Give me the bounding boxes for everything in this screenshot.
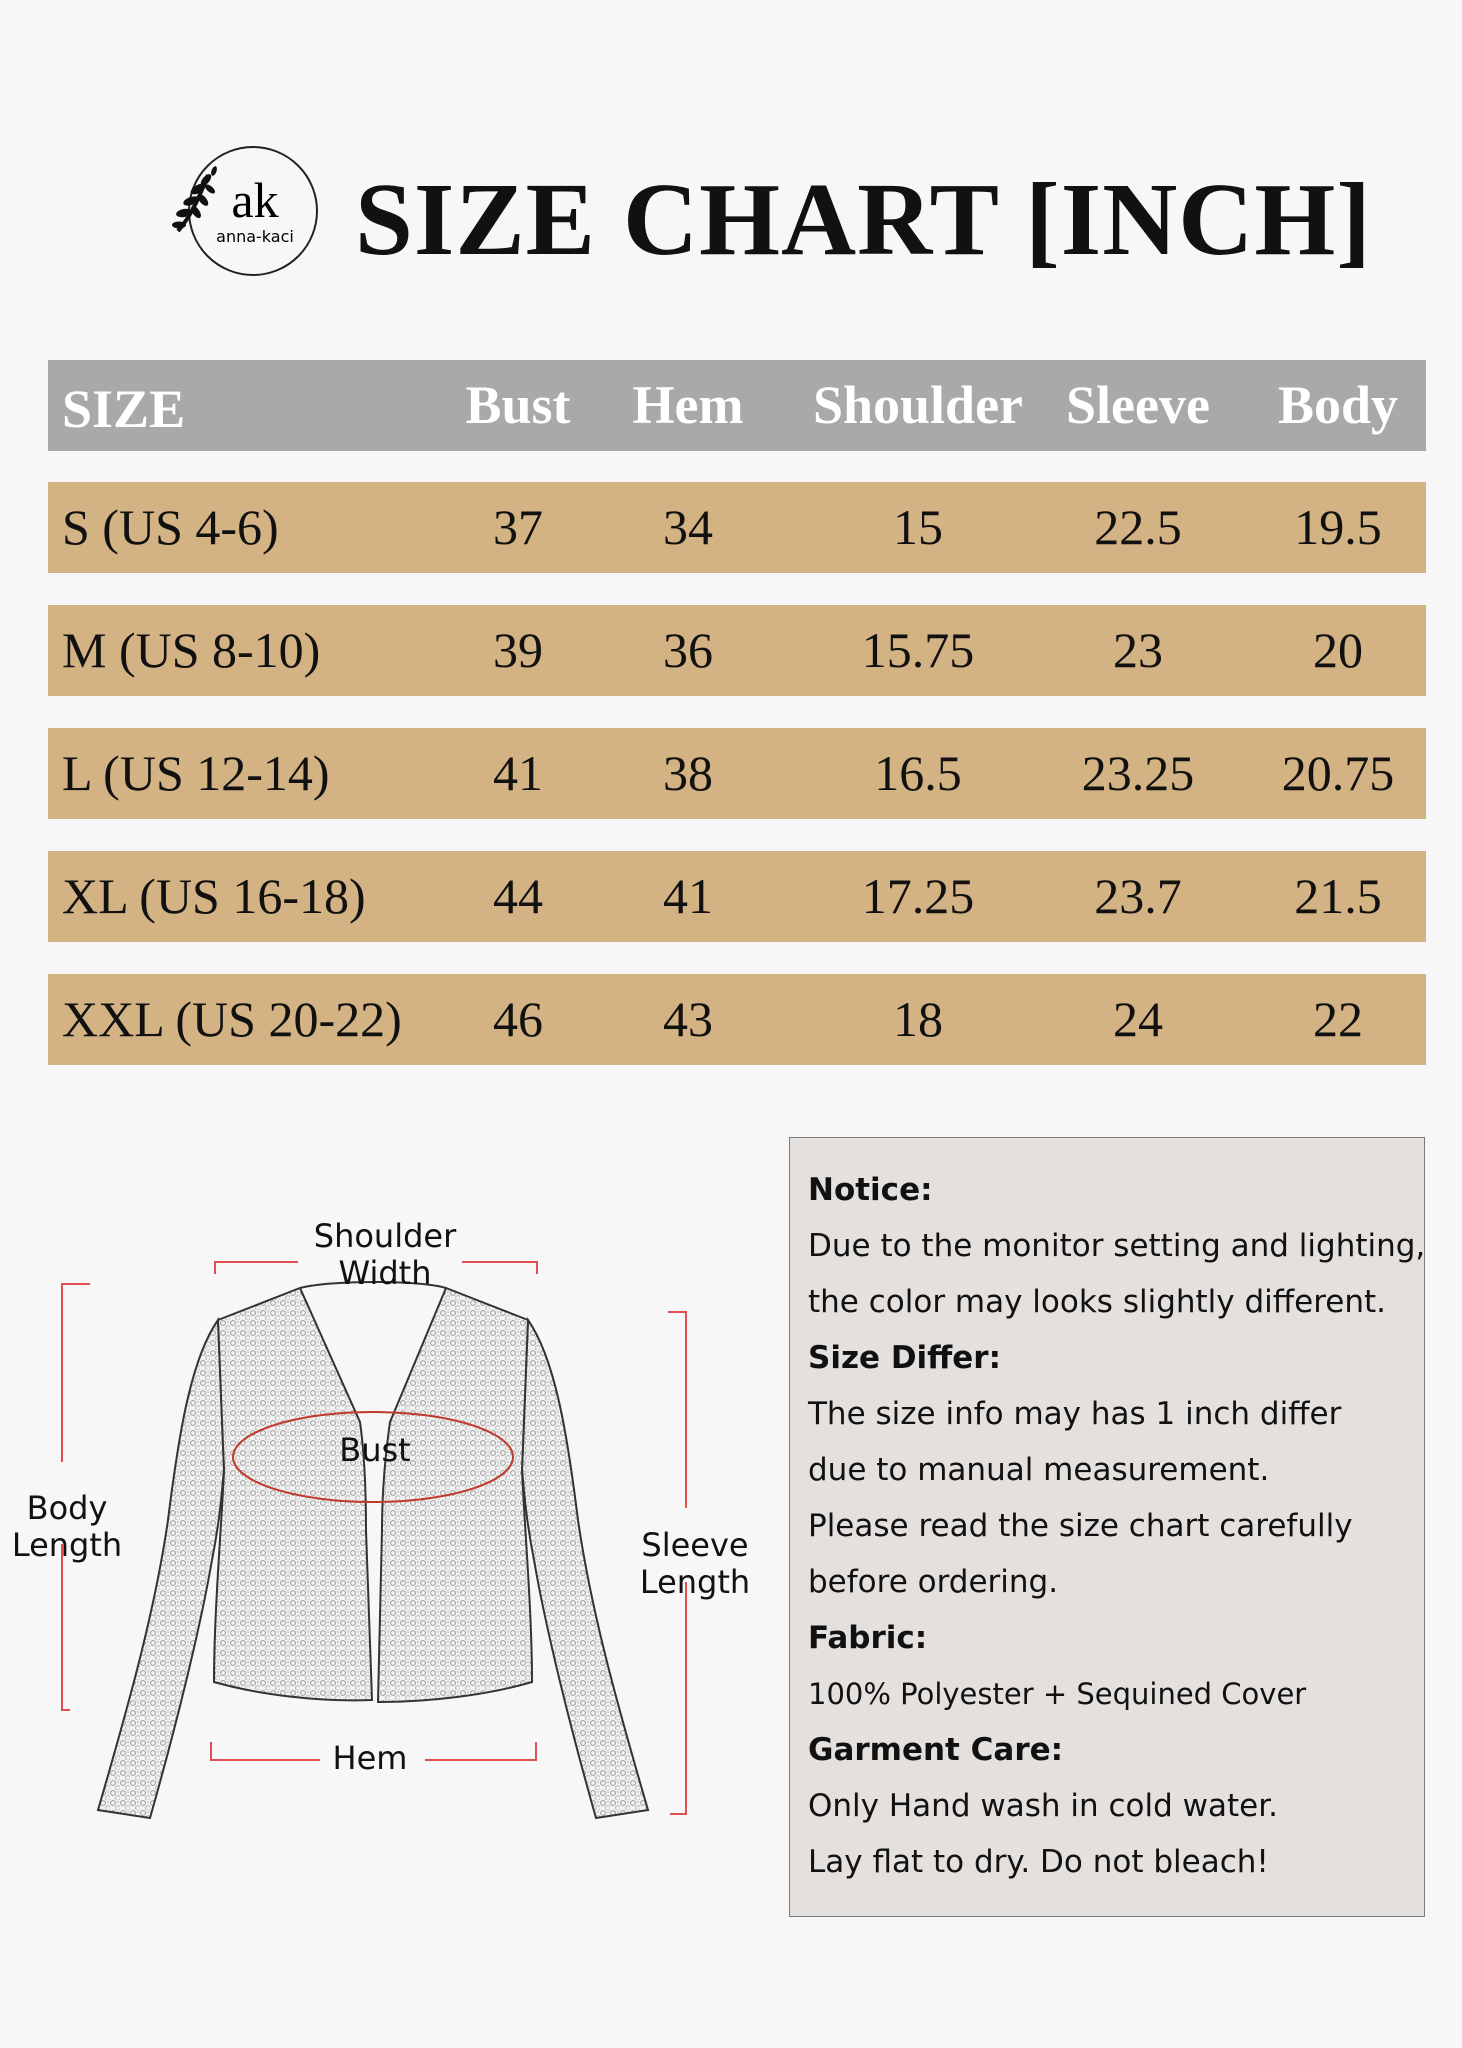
size-table bbox=[48, 360, 1428, 1097]
anna-kaci-logo bbox=[170, 145, 320, 295]
left-sleeve bbox=[98, 1320, 224, 1818]
fabric-heading: Fabric: bbox=[808, 1620, 928, 1656]
cell-body: 22 bbox=[1313, 991, 1363, 1047]
size-differ-text: Please read the size chart carefully bbox=[808, 1508, 1353, 1544]
table-row bbox=[48, 605, 1426, 696]
table-header-row bbox=[48, 360, 1426, 451]
cell-bust: 44 bbox=[493, 868, 543, 924]
cell-hem: 43 bbox=[663, 991, 713, 1047]
cell-hem: 34 bbox=[663, 499, 713, 555]
garment-care-text: Lay flat to dry. Do not bleach! bbox=[808, 1844, 1269, 1880]
cell-sleeve: 23.25 bbox=[1081, 745, 1195, 801]
cell-shoulder: 18 bbox=[893, 991, 943, 1047]
cell-body: 20.75 bbox=[1281, 745, 1395, 801]
body-length-label: Body Length bbox=[11, 1489, 123, 1564]
header bbox=[170, 145, 1372, 295]
cell-size: S (US 4-6) bbox=[62, 499, 279, 555]
cell-body: 19.5 bbox=[1294, 499, 1382, 555]
right-body-panel bbox=[378, 1288, 532, 1702]
notice-heading: Notice: bbox=[808, 1172, 933, 1208]
cell-bust: 46 bbox=[493, 991, 543, 1047]
cell-body: 20 bbox=[1313, 622, 1363, 678]
garment-care-heading: Garment Care: bbox=[808, 1732, 1064, 1768]
measurement-diagram bbox=[0, 1190, 780, 1850]
cell-sleeve: 24 bbox=[1113, 991, 1163, 1047]
cell-hem: 38 bbox=[663, 745, 713, 801]
header-size: SIZE bbox=[62, 379, 186, 439]
cell-size: XL (US 16-18) bbox=[62, 868, 366, 924]
header-bust: Bust bbox=[465, 375, 571, 435]
size-differ-text: The size info may has 1 inch differ bbox=[808, 1396, 1342, 1432]
size-differ-text: due to manual measurement. bbox=[808, 1452, 1270, 1488]
cell-size: L (US 12-14) bbox=[62, 745, 330, 801]
cell-sleeve: 22.5 bbox=[1094, 499, 1182, 555]
notice-box bbox=[789, 1137, 1425, 1917]
size-differ-heading: Size Differ: bbox=[808, 1340, 1001, 1376]
cell-shoulder: 16.5 bbox=[874, 745, 962, 801]
size-differ-text: before ordering. bbox=[808, 1564, 1059, 1600]
garment-care-text: Only Hand wash in cold water. bbox=[808, 1788, 1278, 1824]
table-row bbox=[48, 974, 1426, 1065]
page-title: SIZE CHART [INCH] bbox=[355, 162, 1372, 277]
table-row bbox=[48, 728, 1426, 819]
cell-bust: 37 bbox=[493, 499, 543, 555]
cell-bust: 39 bbox=[493, 622, 543, 678]
cell-shoulder: 15 bbox=[893, 499, 943, 555]
cell-shoulder: 17.25 bbox=[861, 868, 975, 924]
table-row bbox=[48, 851, 1426, 942]
hem-label: Hem bbox=[332, 1739, 408, 1777]
cell-bust: 41 bbox=[493, 745, 543, 801]
header-shoulder: Shoulder bbox=[812, 375, 1024, 435]
header-hem: Hem bbox=[632, 375, 744, 435]
cell-body: 21.5 bbox=[1294, 868, 1382, 924]
cell-shoulder: 15.75 bbox=[861, 622, 975, 678]
logo-brand-name: anna-kaci bbox=[216, 227, 294, 246]
sleeve-length-label: Sleeve Length bbox=[639, 1526, 751, 1601]
cell-sleeve: 23 bbox=[1113, 622, 1163, 678]
cell-hem: 36 bbox=[663, 622, 713, 678]
logo-monogram: ak bbox=[231, 172, 279, 228]
table-row bbox=[48, 482, 1426, 573]
header-sleeve: Sleeve bbox=[1066, 375, 1210, 435]
cell-size: XXL (US 20-22) bbox=[62, 991, 402, 1047]
shoulder-width-label: Shoulder Width bbox=[313, 1217, 457, 1292]
bust-label: Bust bbox=[339, 1431, 411, 1469]
notice-text: Due to the monitor setting and lighting, bbox=[808, 1228, 1426, 1264]
notice-text: the color may looks slightly different. bbox=[808, 1284, 1386, 1320]
cell-hem: 41 bbox=[663, 868, 713, 924]
cell-sleeve: 23.7 bbox=[1094, 868, 1182, 924]
fabric-text: 100% Polyester + Sequined Cover bbox=[808, 1677, 1307, 1711]
header-body: Body bbox=[1277, 375, 1399, 435]
cell-size: M (US 8-10) bbox=[62, 622, 321, 678]
